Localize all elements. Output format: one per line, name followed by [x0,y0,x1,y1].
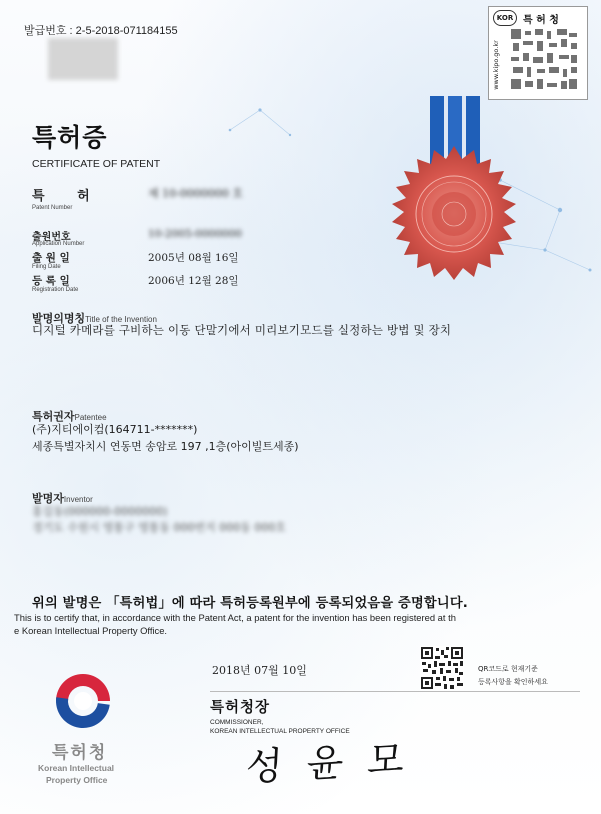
qr-note-line-2: 등록사항을 확인하세요 [478,678,548,686]
kipo-logo-icon [48,670,118,732]
certificate-title-ko: 특허증 [32,123,108,152]
gold-seal-with-ribbon [372,96,532,282]
redacted-code-box [48,38,118,80]
kipo-url: www.kipo.go.kr [491,40,500,90]
certification-statement-en-2: e Korean Intellectual Property Office. [14,625,168,636]
patentee-label-en: Patentee [74,413,107,422]
application-number-label: 출원번호 [32,232,71,243]
filing-date-label-en: Filing Date [32,264,61,270]
patentee-address: 세종특별자치시 연동면 송암로 197 ,1층(아이빌트세종) [32,440,299,453]
kipo-qr-code [509,27,581,95]
registration-date-value: 2006년 12월 28일 [148,275,239,287]
commissioner-rule [210,691,580,692]
kipo-logo-name-ko: 특허청 [52,743,108,763]
issue-number: 발급번호 : 2-5-2018-071184155 [24,25,178,37]
kipo-badge-label: 특 허 청 [523,15,559,26]
commissioner-title-en-2: KOREAN INTELLECTUAL PROPERTY OFFICE [210,728,350,735]
application-number-value: 10-2005-0000000 [148,228,242,240]
patent-number-label-en: Patent Number [32,205,73,211]
patentee-label-ko: 특허권자 [32,410,75,423]
inventor-address: 경기도 수원시 영통구 영통동 000번지 000동 000호 [32,521,286,534]
registration-date-label: 등 록 일 [32,275,70,287]
issue-date: 2018년 07월 10일 [212,664,307,677]
invention-label-ko: 발명의명칭 [32,312,86,325]
patentee-name: (주)지티에이컴(164711-*******) [32,423,198,436]
filing-date-value: 2005년 08월 16일 [148,252,239,264]
certification-statement-en-1: This is to certify that, in accordance with the Patent Act, a patent for the invention has been registered at th [14,612,456,623]
patent-number-label: 특 허 [32,189,104,204]
filing-date-label: 출 원 일 [32,252,70,264]
certification-statement-ko: 위의 발명은 「특허법」에 따라 특허등록원부에 등록되었음을 증명합니다. [32,596,468,611]
inventor-name: 홍길동(000000-0000000) [32,505,168,518]
kipo-qr-badge [488,6,588,100]
commissioner-title-ko: 특허청장 [210,700,271,716]
commissioner-title-en-1: COMMISSIONER, [210,719,264,726]
kipo-logo-name-en-1: Korean Intellectual [38,763,115,773]
verification-qr-code [420,646,464,690]
commissioner-signature: 성 윤 모 [244,736,412,790]
invention-label-en: Title of the Invention [85,315,157,324]
kipo-logo-name-en-2: Property Office [46,775,108,785]
application-number-label-en: Application Number [32,241,85,247]
registration-date-label-en: Registration Date [32,287,79,293]
inventor-label-en: Inventor [63,495,93,504]
inventor-label-ko: 발명자 [32,492,64,505]
certificate-title-en: CERTIFICATE OF PATENT [32,158,161,170]
patent-number-value: 제 10-0000000 호 [148,187,243,200]
kipo-badge-logo: KOR [493,10,517,26]
qr-note-line-1: QR코드로 현재기준 [478,665,538,673]
invention-title: 디지털 카메라를 구비하는 이동 단말기에서 미리보기모드를 실정하는 방법 및 장치 [32,323,452,337]
